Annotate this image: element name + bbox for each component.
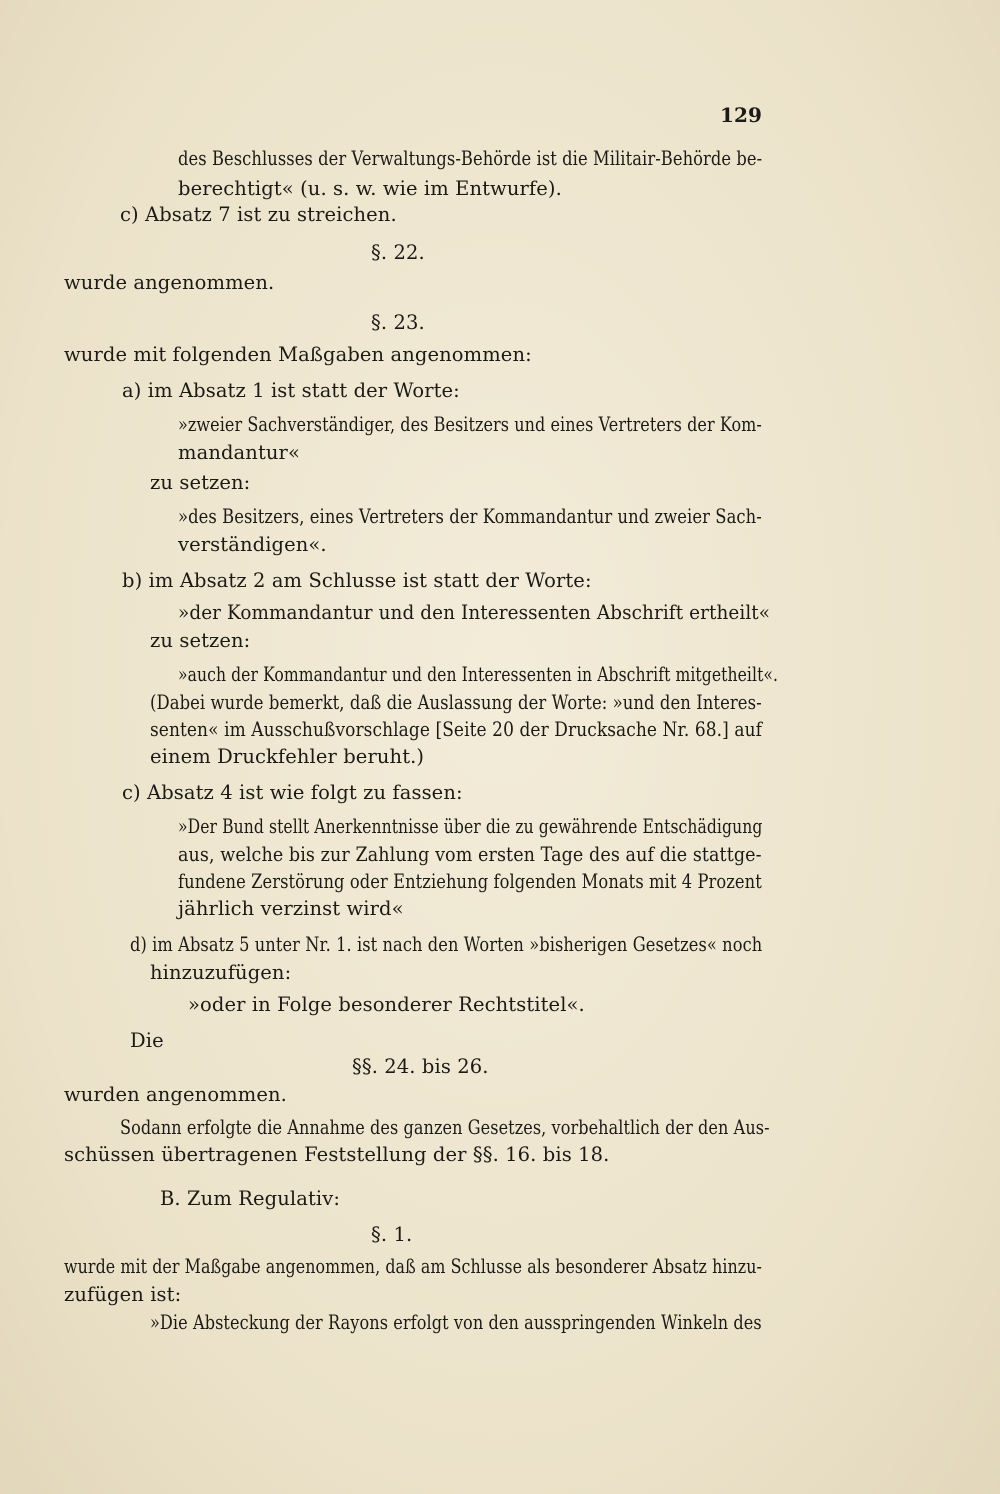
list-item-c: c) Absatz 7 ist zu streichen. — [120, 203, 397, 226]
quote-line: aus, welche bis zur Zahlung vom ersten Tage des auf die stattge- — [178, 843, 762, 866]
quote-line: fundene Zerstörung oder Entziehung folgenden Monats mit 4 Prozent — [178, 870, 762, 893]
quote-line: mandantur« — [178, 441, 300, 464]
text-line: hinzuzufügen: — [150, 961, 292, 984]
list-item-d: d) im Absatz 5 unter Nr. 1. ist nach den Worten »bisherigen Gesetzes« noch — [130, 933, 763, 956]
text-line: zu setzen: — [150, 629, 251, 652]
quote-line: »Der Bund stellt Anerkenntnisse über die zu gewährende Entschädigung — [178, 815, 763, 838]
paragraph-line: Sodann erfolgte die Annahme des ganzen Gesetzes, vorbehaltlich der den Aus- — [120, 1115, 770, 1139]
text-line: zu setzen: — [150, 471, 251, 494]
page-number: 129 — [720, 103, 763, 127]
quote-line: jährlich verzinst wird« — [178, 897, 404, 920]
text-line: senten« im Ausschußvorschlage [Seite 20 der Drucksache Nr. 68.] auf — [150, 718, 762, 741]
subsection-heading: B. Zum Regulativ: — [160, 1187, 341, 1210]
quote-line: verständigen«. — [178, 533, 327, 556]
section-heading: §§. 24. bis 26. — [352, 1055, 489, 1078]
quote-line: »des Besitzers, eines Vertreters der Kommandantur und zweier Sach- — [178, 505, 762, 528]
list-item-c: c) Absatz 4 ist wie folgt zu fassen: — [122, 781, 463, 804]
paragraph-line: schüssen übertragenen Feststellung der §§. 16. bis 18. — [64, 1143, 610, 1166]
text-line: einem Druckfehler beruht.) — [150, 745, 425, 768]
quote-line: »oder in Folge besonderer Rechtstitel«. — [188, 993, 585, 1016]
text-line: wurde mit der Maßgabe angenommen, daß am Schlusse als besonderer Absatz hinzu- — [64, 1255, 762, 1278]
text-line: Die — [130, 1029, 164, 1052]
section-heading: §. 22. — [371, 241, 425, 264]
text-line: berechtigt« (u. s. w. wie im Entwurfe). — [178, 177, 562, 200]
section-heading: §. 1. — [371, 1223, 413, 1246]
quote-line: »Die Absteckung der Rayons erfolgt von den ausspringenden Winkeln des — [150, 1311, 762, 1334]
text-line: wurde angenommen. — [64, 271, 275, 294]
quote-line: »auch der Kommandantur und den Interessenten in Abschrift mitgetheilt«. — [178, 663, 779, 686]
section-heading: §. 23. — [371, 311, 425, 334]
text-line: (Dabei wurde bemerkt, daß die Auslassung der Worte: »und den Interes- — [150, 691, 762, 714]
text-line: wurde mit folgenden Maßgaben angenommen: — [64, 343, 532, 366]
quote-line: »der Kommandantur und den Interessenten Abschrift ertheilt« — [178, 601, 771, 624]
text-line: zufügen ist: — [64, 1283, 182, 1306]
text-line: des Beschlusses der Verwaltungs-Behörde ist die Militair-Behörde be- — [178, 147, 763, 170]
quote-line: »zweier Sachverständiger, des Besitzers und eines Vertreters der Kom- — [178, 413, 762, 436]
text-line: wurden angenommen. — [64, 1083, 287, 1106]
list-item-b: b) im Absatz 2 am Schlusse ist statt der Worte: — [122, 569, 592, 592]
list-item-a: a) im Absatz 1 ist statt der Worte: — [122, 379, 460, 402]
